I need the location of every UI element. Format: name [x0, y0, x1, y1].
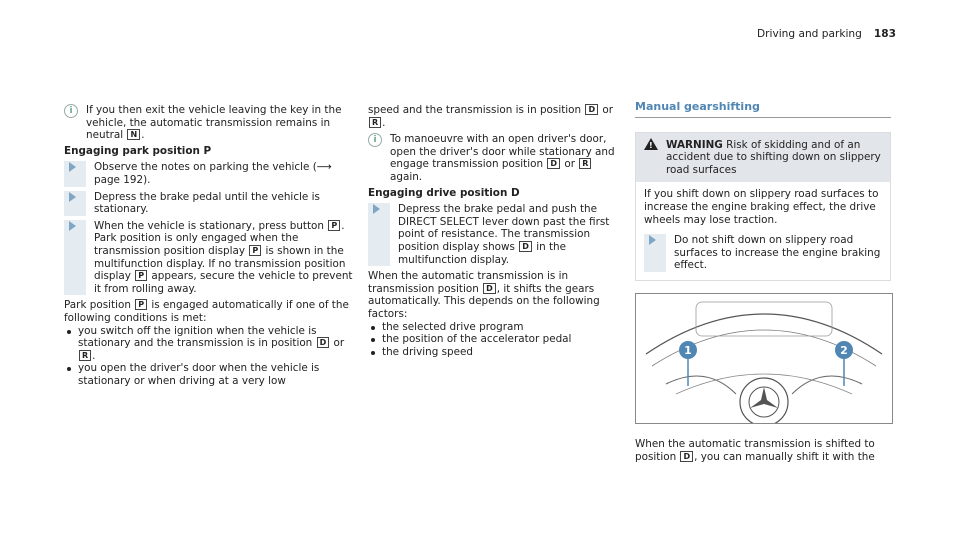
- column-middle: [368, 104, 618, 358]
- drive-paragraph: When the automatic transmission is in transmission position D , it shifts the gears automatically. This depends on the following factors:: [368, 270, 600, 320]
- step-arrow-icon: [69, 192, 76, 202]
- step-select-lever: Depress the brake pedal and push the DIRECT SELECT lever down past the first point of resistance. The transmission position display shows D in the multifunction display.: [368, 203, 618, 266]
- info-note: i To manoeuvre with an open driver's door, open the driver's door while stationary and engage transmission position D or R again.: [368, 133, 618, 183]
- reverse-symbol: R: [369, 117, 381, 128]
- drive-symbol: D: [519, 241, 532, 252]
- column-left: [64, 104, 360, 387]
- step-arrow-icon: [69, 162, 76, 172]
- drive-symbol: D: [483, 283, 496, 294]
- warning-header: ! WARNING Risk of skidding and of an accident due to shifting down on slippery road surfaces: [636, 133, 890, 183]
- drive-symbol: D: [317, 337, 330, 348]
- reverse-symbol: R: [79, 350, 91, 361]
- list-item: you switch off the ignition when the vehicle is stationary and the transmission is in position D or R .: [64, 325, 360, 363]
- warning-box: [635, 132, 891, 281]
- heading-park: Engaging park position P: [64, 144, 212, 157]
- info-icon: i: [64, 104, 78, 118]
- page-header: [757, 28, 896, 41]
- callout-1: 1: [684, 343, 692, 357]
- step-brake: Depress the brake pedal until the vehicle is stationary.: [64, 191, 360, 216]
- park-symbol: P: [135, 270, 147, 281]
- continued-text: speed and the transmission is in position D or R .: [368, 104, 614, 129]
- bullet-icon: [371, 351, 375, 355]
- bullet-icon: [67, 367, 71, 371]
- caption: When the automatic transmission is shifted to position D , you can manually shift it with the: [635, 437, 875, 463]
- step-arrow-icon: [69, 221, 76, 231]
- park-symbol: P: [135, 299, 147, 310]
- park-paragraph: Park position P is engaged automatically if one of the following conditions is met:: [64, 299, 349, 324]
- step-observe: Observe the notes on parking the vehicle (⟶ page 192).: [64, 161, 360, 186]
- drive-symbol: D: [680, 451, 693, 462]
- step-press-button: When the vehicle is stationary, press button P . Park position is only engaged when the transmission position display P is shown in the multifunction display. If no transmission position display P appears, secure the vehicle to prevent it from rolling away.: [64, 220, 360, 296]
- park-symbol: P: [249, 245, 261, 256]
- drive-symbol: D: [585, 104, 598, 115]
- park-symbol: P: [328, 220, 340, 231]
- section-heading: Manual gearshifting: [635, 101, 891, 118]
- bullet-icon: [67, 330, 71, 334]
- warning-label: WARNING: [666, 138, 723, 151]
- section-title: Driving and parking: [757, 28, 862, 40]
- arrow-icon: ⟶: [316, 161, 332, 174]
- step-arrow-icon: [649, 235, 656, 245]
- callout-2: 2: [840, 343, 848, 357]
- page-number: 183: [873, 28, 896, 40]
- warning-icon: !: [644, 138, 658, 150]
- neutral-symbol: N: [127, 129, 140, 140]
- list-item: you open the driver's door when the vehicle is stationary or when driving at a very low: [64, 362, 360, 387]
- warning-step: Do not shift down on slippery road surfaces to increase the engine braking effect.: [644, 234, 882, 272]
- bullet-icon: [371, 338, 375, 342]
- list-item: the selected drive program: [368, 321, 618, 334]
- warning-body: If you shift down on slippery road surfaces to increase the engine braking effect, the drive wheels may lose traction. Do not shift down on slippery road surfaces to increase the engine braking effect.: [636, 182, 890, 280]
- info-note: i If you then exit the vehicle leaving the key in the vehicle, the automatic transmission remains in neutral N .: [64, 104, 360, 142]
- list-item: the position of the accelerator pedal: [368, 333, 618, 346]
- steering-wheel-illustration: [635, 293, 893, 424]
- heading-drive: Engaging drive position D: [368, 186, 520, 199]
- step-arrow-icon: [373, 204, 380, 214]
- reverse-symbol: R: [579, 158, 591, 169]
- column-right: [635, 101, 891, 463]
- list-item: the driving speed: [368, 346, 618, 359]
- bullet-icon: [371, 326, 375, 330]
- steering-wheel-drawing: [636, 294, 892, 423]
- drive-symbol: D: [547, 158, 560, 169]
- info-icon: i: [368, 133, 382, 147]
